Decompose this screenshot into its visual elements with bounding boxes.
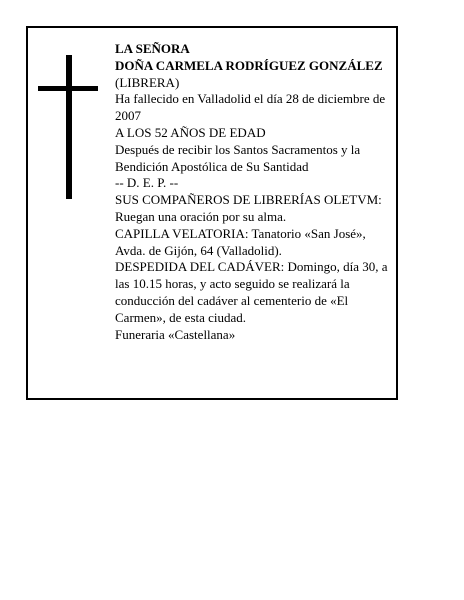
notice-title: LA SEÑORA bbox=[115, 41, 190, 56]
deceased-profession: (LIBRERA) bbox=[115, 74, 180, 90]
funeral-home: Funeraria «Castellana» bbox=[115, 326, 236, 342]
colleagues-line: SUS COMPAÑEROS DE LIBRERÍAS OLETVM: bbox=[115, 192, 382, 208]
prayer-request: Ruegan una oración por su alma. bbox=[115, 208, 287, 224]
notice-text bbox=[115, 41, 397, 343]
cross-vertical-bar bbox=[66, 55, 72, 199]
cross-horizontal-bar bbox=[38, 86, 98, 91]
age-statement: A LOS 52 AÑOS DE EDAD bbox=[115, 124, 266, 140]
sacraments-statement: Después de recibir los Santos Sacramentos y la Bendición Apostólica de Su Santidad bbox=[115, 141, 361, 174]
obituary-notice bbox=[26, 26, 398, 400]
farewell-info: DESPEDIDA DEL CADÁVER: Domingo, día 30, a las 10.15 horas, y acto seguido se realizará la conducción del cadáver al cementerio de «El Carmen», de esta ciudad. bbox=[115, 259, 388, 325]
death-statement: Ha fallecido en Valladolid el día 28 de diciembre de 2007 bbox=[115, 91, 386, 124]
deceased-name: DOÑA CARMELA RODRÍGUEZ GONZÁLEZ bbox=[115, 57, 383, 73]
rip-line: -- D. E. P. -- bbox=[115, 175, 179, 191]
chapel-info: CAPILLA VELATORIA: Tanatorio «San José», Avda. de Gijón, 64 (Valladolid). bbox=[115, 225, 366, 258]
